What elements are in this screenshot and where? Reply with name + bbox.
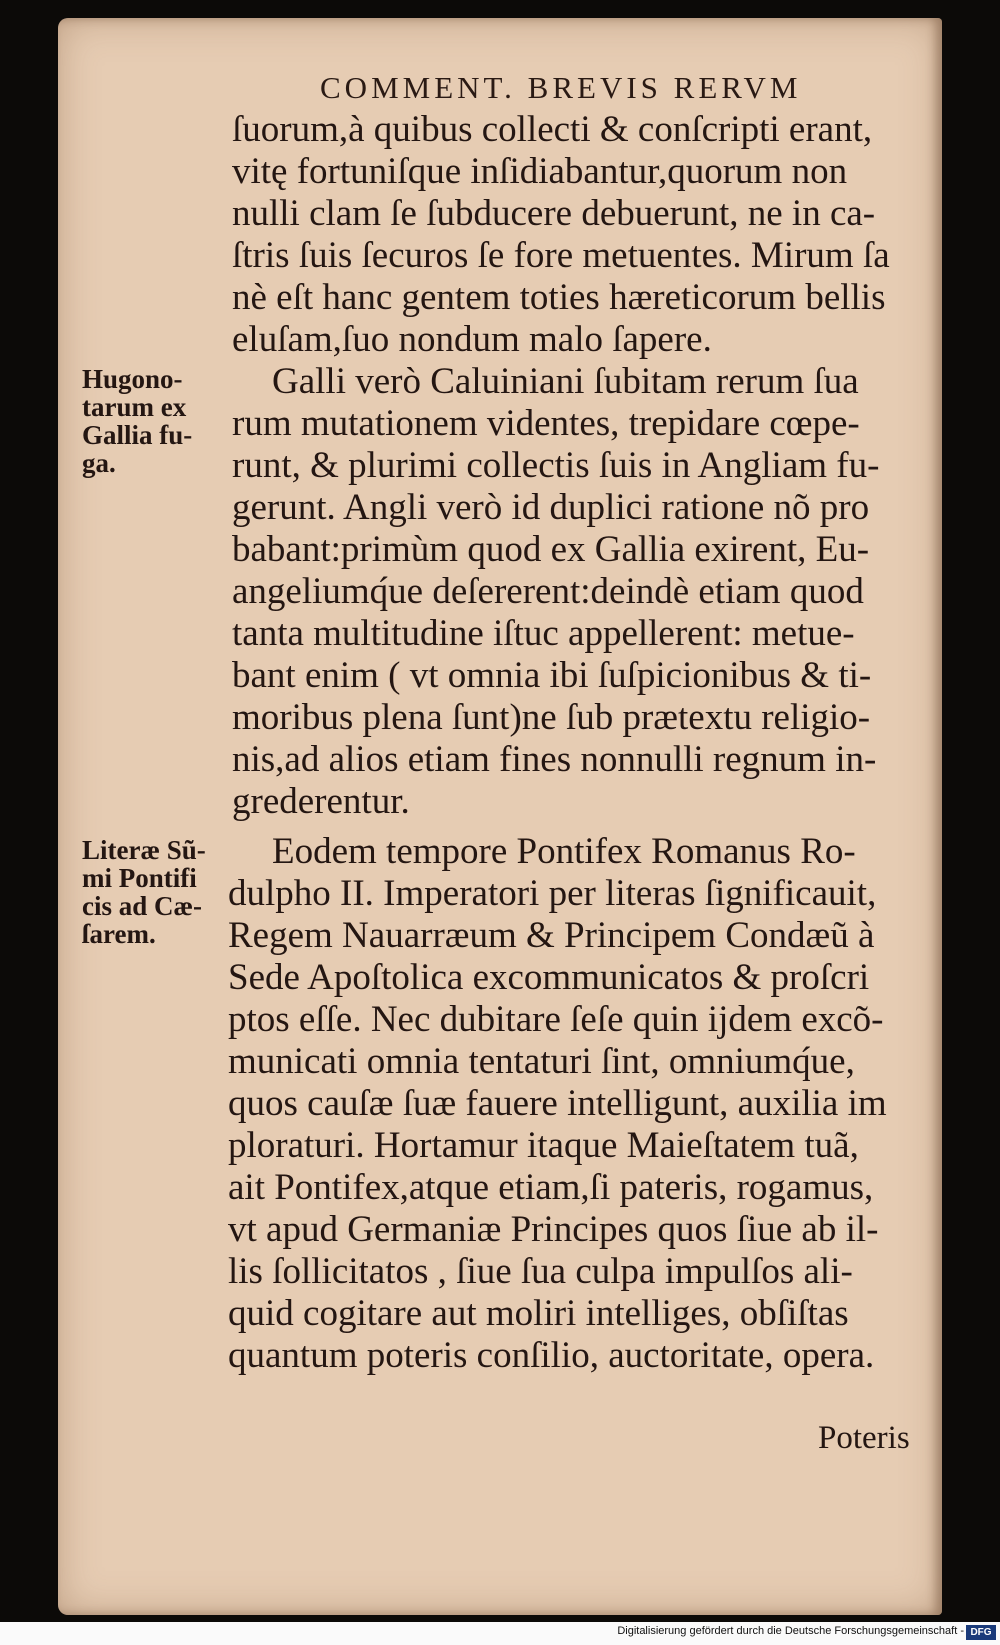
text-line: Eodem tempore Pontifex Romanus Ro- bbox=[272, 831, 856, 872]
text-line: ploraturi. Hortamur itaque Maieſtatem tuã, bbox=[228, 1125, 859, 1166]
running-head: COMMENT. BREVIS RERVM bbox=[320, 70, 802, 105]
text-line: ſtris ſuis ſecuros ſe fore metuentes. Mirum ſa bbox=[232, 235, 890, 276]
text-line: nulli clam ſe ſubducere debuerunt, ne in ca- bbox=[232, 193, 876, 234]
dfg-logo-icon: DFG bbox=[966, 1625, 996, 1640]
margin-note-line: cis ad Cæ- bbox=[82, 891, 202, 921]
text-line: quos cauſæ ſuæ fauere intelligunt, auxilia im bbox=[228, 1083, 887, 1124]
text-line: moribus plena ſunt)ne ſub prætextu religio- bbox=[232, 697, 871, 738]
text-line: vitę fortuniſque inſidiabantur,quorum non bbox=[232, 151, 848, 192]
margin-note-line: mi Pontifi bbox=[82, 863, 197, 893]
text-line: gerunt. Angli verò id duplici ratione nõ pro bbox=[232, 487, 870, 528]
margin-note-line: ga. bbox=[82, 448, 116, 478]
text-line: rum mutationem videntes, trepidare cœpe- bbox=[232, 403, 860, 444]
text-line: grederentur. bbox=[232, 781, 410, 822]
text-line: runt, & plurimi collectis ſuis in Angliam fu- bbox=[232, 445, 880, 486]
margin-note-line: tarum ex bbox=[82, 392, 187, 422]
text-line: vt apud Germaniæ Principes quos ſiue ab il- bbox=[228, 1209, 879, 1250]
text-line: ait Pontifex,atque etiam,ſi pateris, rogamus, bbox=[228, 1167, 874, 1208]
margin-note-line: Hugono- bbox=[82, 364, 183, 394]
text-line: nè eſt hanc gentem toties hæreticorum bellis bbox=[232, 277, 886, 318]
text-line: eluſam,ſuo nondum malo ſapere. bbox=[232, 319, 712, 360]
text-line: Sede Apoſtolica excommunicatos & proſcri bbox=[228, 957, 870, 998]
text-line: babant:primùm quod ex Gallia exirent, Eu- bbox=[232, 529, 870, 570]
text-line: quid cogitare aut moliri intelliges, obſiſtas bbox=[228, 1293, 849, 1334]
footer-credit: Digitalisierung gefördert durch die Deutsche Forschungsgemeinschaft - bbox=[617, 1625, 964, 1637]
text-line: ſuorum,à quibus collecti & conſcripti erant, bbox=[232, 109, 873, 150]
text-line: Galli verò Caluiniani ſubitam rerum ſua bbox=[272, 361, 859, 402]
text-line: Regem Nauarræum & Principem Condæũ à bbox=[228, 915, 875, 956]
text-line: dulpho II. Imperatori per literas ſignificauit, bbox=[228, 873, 877, 914]
text-line: tanta multitudine iſtuc appellerent: metue- bbox=[232, 613, 855, 654]
text-line: nis,ad alios etiam fines nonnulli regnum in- bbox=[232, 739, 877, 780]
margin-note-line: Literæ Sũ- bbox=[82, 835, 206, 865]
text-line: municati omnia tentaturi ſint, omniumq́ue, bbox=[228, 1041, 855, 1082]
text-line: lis ſollicitatos , ſiue ſua culpa impulſos ali- bbox=[228, 1251, 853, 1292]
text-line: quantum poteris conſilio, auctoritate, opera. bbox=[228, 1335, 875, 1376]
text-line: ptos eſſe. Nec dubitare ſeſe quin ijdem excõ- bbox=[228, 999, 884, 1040]
margin-note-line: ſarem. bbox=[82, 919, 156, 949]
footer-bar bbox=[0, 1622, 1000, 1645]
text-line: angeliumq́ue deſererent:deindè etiam quod bbox=[232, 571, 864, 612]
catchword: Poteris bbox=[818, 1420, 910, 1456]
margin-note-line: Gallia fu- bbox=[82, 420, 193, 450]
text-line: bant enim ( vt omnia ibi ſuſpicionibus & ti- bbox=[232, 655, 872, 696]
